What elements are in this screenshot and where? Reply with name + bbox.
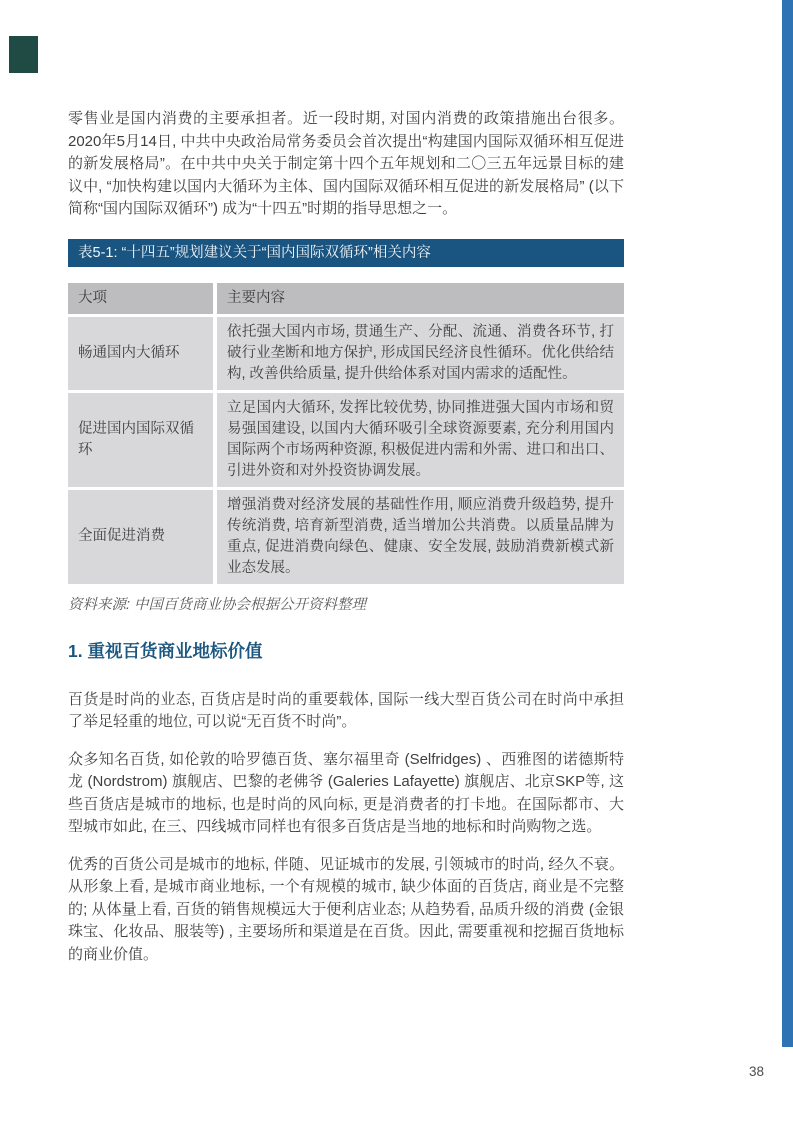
row-term: 畅通国内大循环 xyxy=(68,317,213,390)
table-5-1 xyxy=(68,239,624,584)
row-content: 依托强大国内市场, 贯通生产、分配、流通、消费各环节, 打破行业垄断和地方保护, 形成国民经济良性循环。优化供给结构, 改善供给质量, 提升供给体系对国内需求的适配性。 xyxy=(217,317,624,390)
row-content: 立足国内大循环, 发挥比较优势, 协同推进强大国内市场和贸易强国建设, 以国内大循环吸引全球资源要素, 充分利用国内国际两个市场两种资源, 积极促进内需和外需、进口和出口、引进外资和对外投资协调发展。 xyxy=(217,393,624,487)
page-number: 38 xyxy=(748,1064,764,1079)
corner-decoration xyxy=(9,36,38,73)
table-row xyxy=(68,490,624,584)
column-header-content: 主要内容 xyxy=(217,283,624,314)
row-term: 促进国内国际双循环 xyxy=(68,393,213,487)
table-header-row xyxy=(68,283,624,314)
table-source-note: 资料来源: 中国百货商业协会根据公开资料整理 xyxy=(68,596,367,613)
body-paragraph: 众多知名百货, 如伦敦的哈罗德百货、塞尔福里奇 (Selfridges) 、西雅图的诺德斯特龙 (Nordstrom) 旗舰店、巴黎的老佛爷 (Galeries Lafayette) 旗舰店、北京SKP等, 这些百货店是城市的地标, 也是时尚的风向标, 更是消费者的打卡地。在国际都市、大型城市如此, 在三、四线城市同样也有很多百货店是当地的地标和时尚购物之选。 xyxy=(68,750,624,835)
section-heading: 1. 重视百货商业地标价值 xyxy=(68,640,263,661)
intro-paragraph: 零售业是国内消费的主要承担者。近一段时期, 对国内消费的政策措施出台很多。2020年5月14日, 中共中央政治局常务委员会首次提出“构建国内国际双循环相互促进的新发展格局”。在中共中央关于制定第十四个五年规划和二〇三五年远景目标的建议中, “加快构建以国内大循环为主体、国内国际双循环相互促进的新发展格局” (以下简称“国内国际双循环”) 成为“十四五”时期的指导思想之一。 xyxy=(68,110,624,217)
page-content xyxy=(68,108,624,966)
table-row xyxy=(68,317,624,390)
right-edge-bar xyxy=(782,0,793,1047)
column-header-term: 大项 xyxy=(68,283,213,314)
table-row xyxy=(68,393,624,487)
body-paragraph: 百货是时尚的业态, 百货店是时尚的重要载体, 国际一线大型百货公司在时尚中承担了举足轻重的地位, 可以说“无百货不时尚”。 xyxy=(68,690,624,730)
row-content: 增强消费对经济发展的基础性作用, 顺应消费升级趋势, 提升传统消费, 培育新型消费, 适当增加公共消费。以质量品牌为重点, 促进消费向绿色、健康、安全发展, 鼓励消费新模式新业态发展。 xyxy=(217,490,624,584)
row-term: 全面促进消费 xyxy=(68,490,213,584)
body-paragraph: 优秀的百货公司是城市的地标, 伴随、见证城市的发展, 引领城市的时尚, 经久不衰。从形象上看, 是城市商业地标, 一个有规模的城市, 缺少体面的百货店, 商业是不完整的; 从体量上看, 百货的销售规模远大于便利店业态; 从趋势看, 品质升级的消费 (金银珠宝、化妆品、服装等) , 主要场所和渠道是在百货。因此, 需要重视和挖掘百货地标的商业价值。 xyxy=(68,855,624,963)
table-title: 表5-1: “十四五”规划建议关于“国内国际双循环”相关内容 xyxy=(68,239,624,267)
